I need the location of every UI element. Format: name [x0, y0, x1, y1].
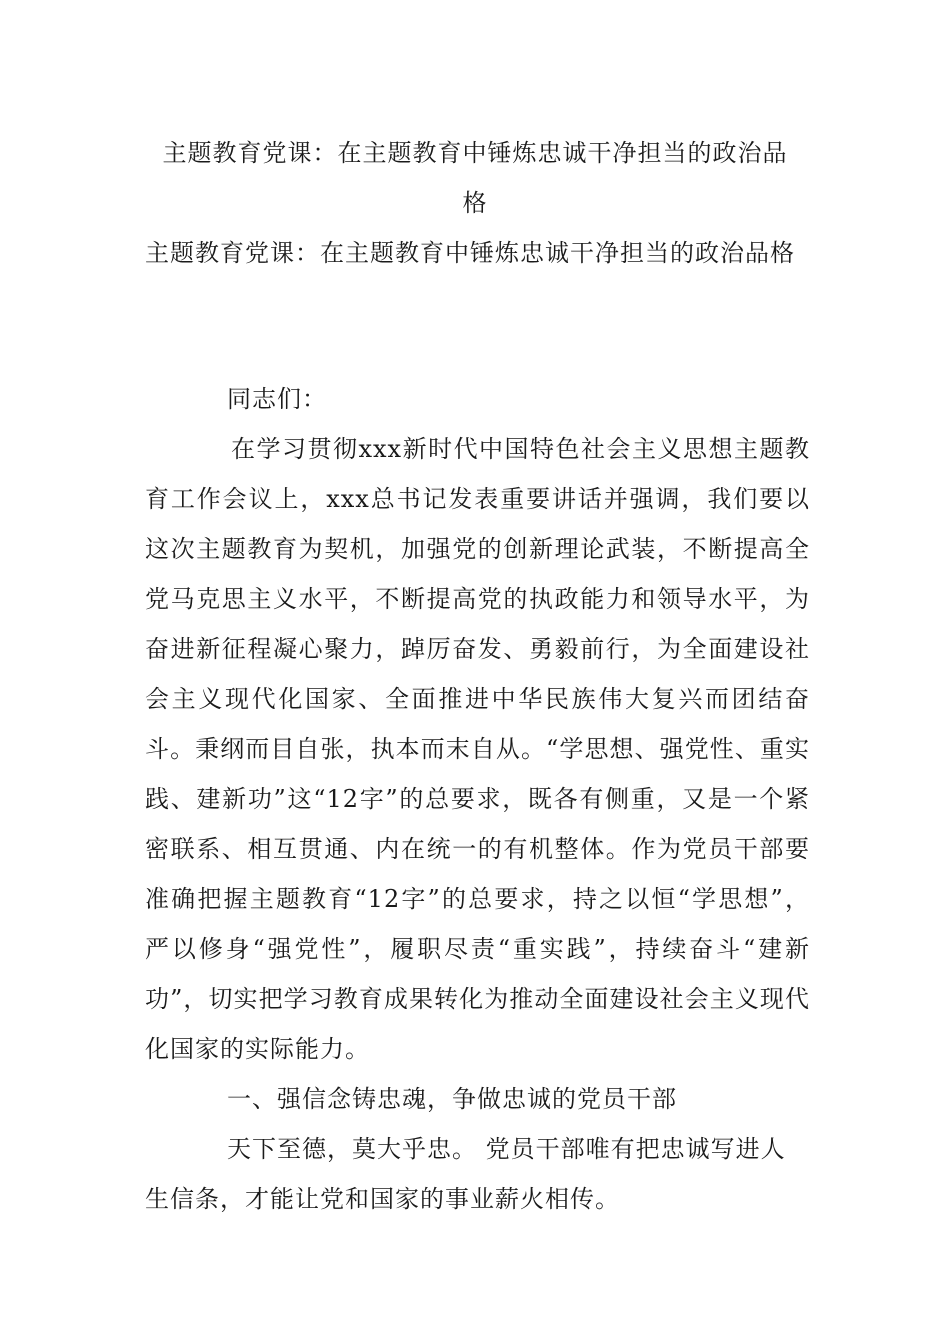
- title-line-1: 主题教育党课：在主题教育中锤炼忠诚干净担当的政治品: [162, 139, 788, 167]
- document-subtitle: 主题教育党课：在主题教育中锤炼忠诚干净担当的政治品格: [145, 239, 795, 267]
- greeting: 同志们：: [227, 385, 327, 413]
- body-paragraph-2: 天下至德，莫大乎忠。 党员干部唯有把忠诚写进人生信条，才能让党和国家的事业薪火相传。: [145, 1135, 786, 1213]
- section-heading-1: 一、强信念铸忠魂，争做忠诚的党员干部: [227, 1085, 677, 1113]
- title-line-2: 格: [462, 189, 488, 217]
- body-paragraph-1: 在学习贯彻xxx新时代中国特色社会主义思想主题教育工作会议上，xxx总书记发表重要讲话并强调，我们要以这次主题教育为契机，加强党的创新理论武装，不断提高全党马克思主义水平，不断提高党的执政能力和领导水平，为奋进新征程凝心聚力，踔厉奋发、勇毅前行，为全面建设社会主义现代化国家、全面推进中华民族伟大复兴而团结奋斗。秉纲而目自张，执本而末自从。“学思想、强党性、重实践、建新功”这“12字”的总要求，既各有侧重，又是一个紧密联系、相互贯通、内在统一的有机整体。作为党员干部要准确把握主题教育“12字”的总要求，持之以恒“学思想”， 严以修身“强党性”，履职尽责“重实践”，持续奋斗“建新功”，切实把学习教育成果转化为推动全面建设社会主义现代化国家的实际能力。: [145, 435, 810, 1063]
- document-title: [145, 128, 805, 228]
